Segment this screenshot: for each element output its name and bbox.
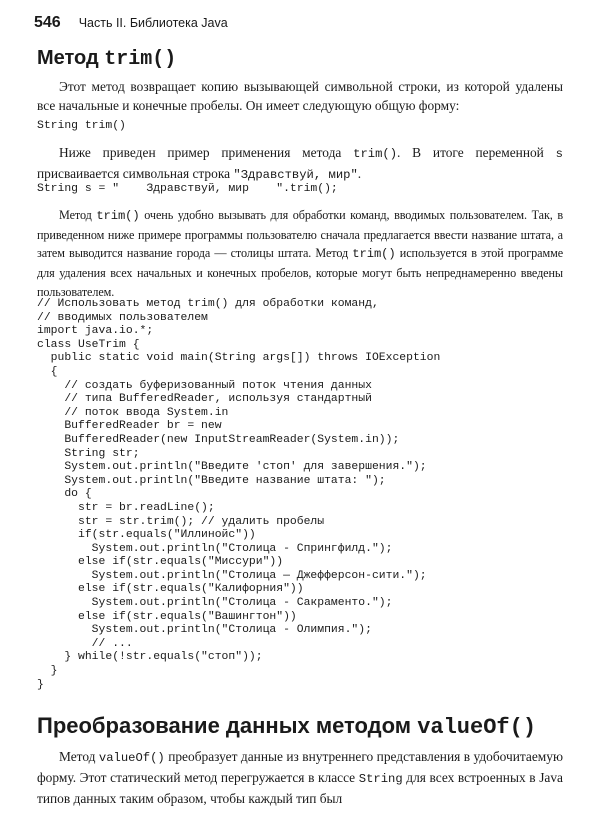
code-line: } while(!str.equals("стоп"));: [37, 651, 263, 664]
code-line: // создать буферизованный поток чтения данных: [37, 379, 372, 392]
trim-example-intro-paragraph: Ниже приведен пример применения метода trim(). В итоге переменной s присваивается символьная строка "Здравствуй, мир".: [37, 145, 563, 182]
code-line: else if(str.equals("Миссури")): [37, 556, 284, 569]
code-line: System.out.println("Введите название штата: ");: [37, 474, 386, 487]
code-line: System.out.println("Введите 'стоп' для завершения.");: [37, 461, 427, 474]
code-line: str = br.readLine();: [37, 501, 215, 514]
code-line: System.out.println("Столица - Сакраменто.");: [37, 597, 393, 610]
code-line: import java.io.*;: [37, 325, 154, 338]
code-line: str = str.trim(); // удалить пробелы: [37, 515, 325, 528]
code-line: // типа BufferedReader, используя стандартный: [37, 393, 372, 406]
running-head: Часть II. Библиотека Java: [78, 16, 228, 30]
code-line: }: [37, 678, 44, 691]
code-line: BufferedReader br = new: [37, 420, 222, 433]
code-line: public static void main(String args[]) throws IOException: [37, 352, 441, 365]
code-line: // вводимых пользователем: [37, 311, 208, 324]
code-line: // поток ввода System.in: [37, 406, 229, 419]
code-line: String str;: [37, 447, 140, 460]
code-line: BufferedReader(new InputStreamReader(System.in));: [37, 433, 400, 446]
usetrim-program-listing: [37, 298, 440, 692]
code-line: do {: [37, 488, 92, 501]
code-line: else if(str.equals("Вашингтон")): [37, 610, 297, 623]
page-header: [34, 14, 228, 32]
code-line: // Использовать метод trim() для обработки команд,: [37, 298, 379, 310]
section-title-valueof: Преобразование данных методом valueOf(): [37, 713, 537, 740]
code-line: if(str.equals("Иллинойс")): [37, 529, 256, 542]
code-line: else if(str.equals("Калифорния")): [37, 583, 304, 596]
code-line: System.out.println("Столица — Джефферсон-сити.");: [37, 569, 427, 582]
code-line: System.out.println("Столица - Олимпия.");: [37, 624, 372, 637]
code-line: // ...: [37, 637, 133, 650]
trim-example-code: String s = " Здравствуй, мир ".trim();: [37, 183, 338, 195]
code-line: {: [37, 365, 58, 378]
page-number: 546: [34, 14, 61, 31]
trim-general-form: String trim(): [37, 120, 126, 132]
trim-usage-paragraph: Метод trim() очень удобно вызывать для обработки команд, вводимых пользователем. Так, в приведенном ниже примере программы пользователю сначала предлагается ввести название штата, а затем выводится название города — столицы штата. Метод trim() используется в этой программе для удаления всех начальных и конечных пробелов, которые могут быть непреднамеренно введены пользователем.: [37, 208, 563, 299]
valueof-description-paragraph: Метод valueOf() преобразует данные из внутреннего представления в удобочитаемую форму. Этот статический метод перегружается в классе String для всех встроенных в Java типов данных таким образом, чтобы каждый тип был: [37, 749, 563, 806]
trim-description-paragraph: Этот метод возвращает копию вызывающей символьной строки, из которой удалены все начальные и конечные пробелы. Он имеет следующую общую форму:: [37, 79, 563, 113]
code-line: class UseTrim {: [37, 338, 140, 351]
code-line: System.out.println("Столица - Спрингфилд.");: [37, 542, 393, 555]
section-title-trim: Метод trim(): [37, 47, 177, 71]
code-line: }: [37, 665, 58, 678]
